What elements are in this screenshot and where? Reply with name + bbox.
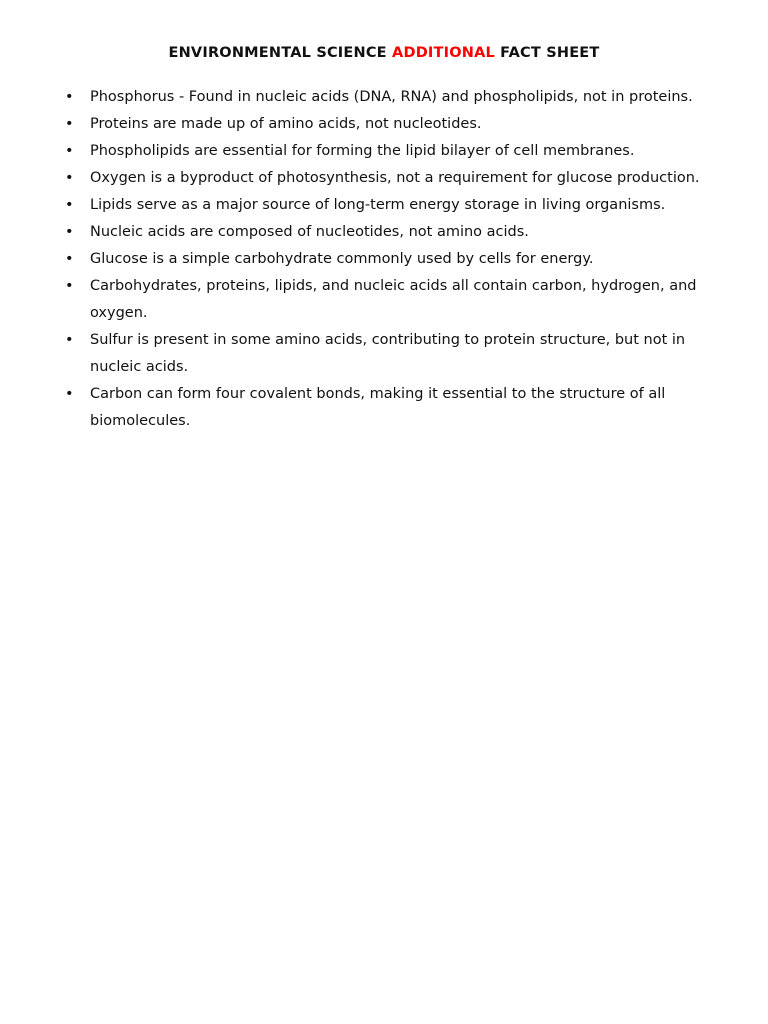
fact-item: [0, 273, 730, 327]
fact-item: [0, 327, 730, 381]
bullet-icon: •: [65, 251, 74, 267]
bullet-icon: •: [65, 170, 74, 186]
bullet-icon: •: [65, 224, 74, 240]
fact-item: [0, 111, 730, 138]
fact-text: Glucose is a simple carbohydrate commonly used by cells for energy.: [90, 251, 594, 267]
fact-text: Nucleic acids are composed of nucleotides, not amino acids.: [90, 224, 529, 240]
title-part-2: FACT SHEET: [494, 45, 600, 61]
fact-item: [0, 381, 730, 435]
bullet-icon: •: [65, 197, 74, 213]
fact-item: [0, 165, 730, 192]
fact-text: Lipids serve as a major source of long-term energy storage in living organisms.: [90, 197, 666, 213]
fact-item: [0, 84, 730, 111]
fact-item: [0, 138, 730, 165]
fact-text: Proteins are made up of amino acids, not nucleotides.: [90, 116, 482, 132]
page-title: [0, 45, 768, 61]
fact-item: [0, 246, 730, 273]
fact-text: Carbon can form four covalent bonds, making it essential to the structure of all biomolecules.: [90, 386, 666, 429]
bullet-icon: •: [65, 386, 74, 402]
fact-text: Carbohydrates, proteins, lipids, and nucleic acids all contain carbon, hydrogen, and oxygen.: [90, 278, 697, 321]
title-highlight: ADDITIONAL: [392, 45, 495, 61]
title-part-1: ENVIRONMENTAL SCIENCE: [168, 45, 393, 61]
fact-text: Sulfur is present in some amino acids, contributing to protein structure, but not in nucleic acids.: [90, 332, 686, 375]
fact-item: [0, 192, 730, 219]
bullet-icon: •: [65, 143, 74, 159]
bullet-icon: •: [65, 116, 74, 132]
fact-text: Phospholipids are essential for forming the lipid bilayer of cell membranes.: [90, 143, 635, 159]
bullet-icon: •: [65, 332, 74, 348]
fact-list: [0, 84, 768, 435]
bullet-icon: •: [65, 89, 74, 105]
fact-text: Oxygen is a byproduct of photosynthesis, not a requirement for glucose production.: [90, 170, 700, 186]
fact-item: [0, 219, 730, 246]
bullet-icon: •: [65, 278, 74, 294]
fact-text: Phosphorus - Found in nucleic acids (DNA, RNA) and phospholipids, not in proteins.: [90, 89, 693, 105]
